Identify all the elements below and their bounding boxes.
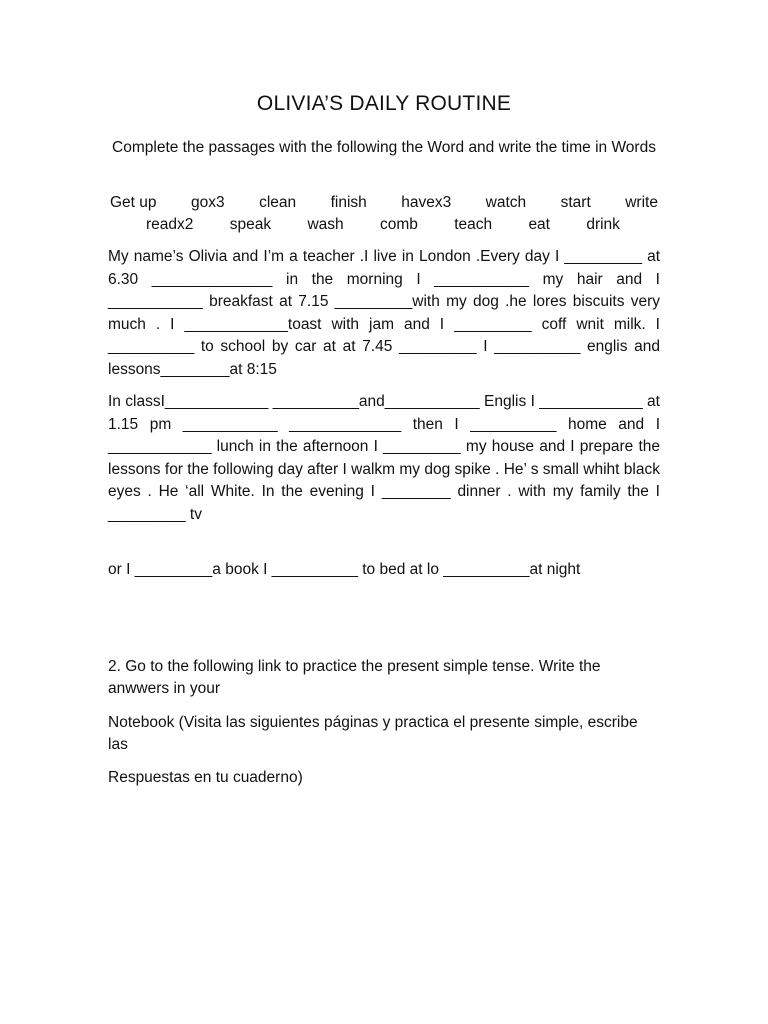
- word-bank-item: gox3: [190, 194, 225, 211]
- word-bank-item: start: [560, 194, 591, 211]
- word-bank-item: clean: [259, 194, 297, 211]
- instructions: Complete the passages with the following the Word and write the time in Words: [112, 139, 656, 156]
- word-bank-item: drink: [586, 216, 620, 233]
- word-bank-item: finish: [330, 194, 367, 211]
- word-bank-item: wash: [307, 216, 344, 233]
- word-bank-item: teach: [454, 216, 493, 233]
- word-bank-item: watch: [485, 194, 527, 211]
- passage-morning: My name’s Olivia and I’m a teacher .I live in London .Every day I _________ at 6.30 ______________ in the morning I ___________ my hair and I ___________ breakfast at 7.15 _________with my dog .he lores biscuits very much . I ____________toast with jam and I _________ coff wnit milk. I __________ to school by car at at 7.45 _________ I __________ englis and lessons________at 8:15: [108, 248, 660, 378]
- word-bank-line-1: [108, 192, 660, 214]
- word-bank-item: speak: [229, 216, 272, 233]
- page-title: OLIVIA’S DAILY ROUTINE: [256, 92, 512, 115]
- word-bank-line-2: [108, 214, 660, 236]
- passage-afternoon: In classI____________ __________and___________ Englis I ____________ at 1.15 pm ___________ _____________ then I __________ home and I ____________ lunch in the afternoon I _________ my house and I prepare the lessons for the following day after I walkm my dog spike . He’ s small whiht black eyes . He ‘all White. In the evening I ________ dinner . with my family the I _________ tv: [108, 393, 660, 523]
- exercise-2-spanish-cont: Respuestas en tu cuaderno): [108, 769, 303, 786]
- word-bank-item: comb: [379, 216, 418, 233]
- word-bank-item: readx2: [146, 216, 194, 233]
- word-bank: [108, 192, 660, 236]
- exercise-2-instruction: 2. Go to the following link to practice the present simple tense. Write the anwwers in your: [108, 658, 601, 697]
- word-bank-item: Get up: [110, 194, 157, 211]
- word-bank-item: havex3: [401, 194, 452, 211]
- word-bank-item: eat: [528, 216, 550, 233]
- passage-night: or I _________a book I __________ to bed at lo __________at night: [108, 561, 581, 578]
- exercise-2-spanish: Notebook (Visita las siguientes páginas y practica el presente simple, escribe las: [108, 714, 638, 753]
- word-bank-item: write: [625, 194, 658, 211]
